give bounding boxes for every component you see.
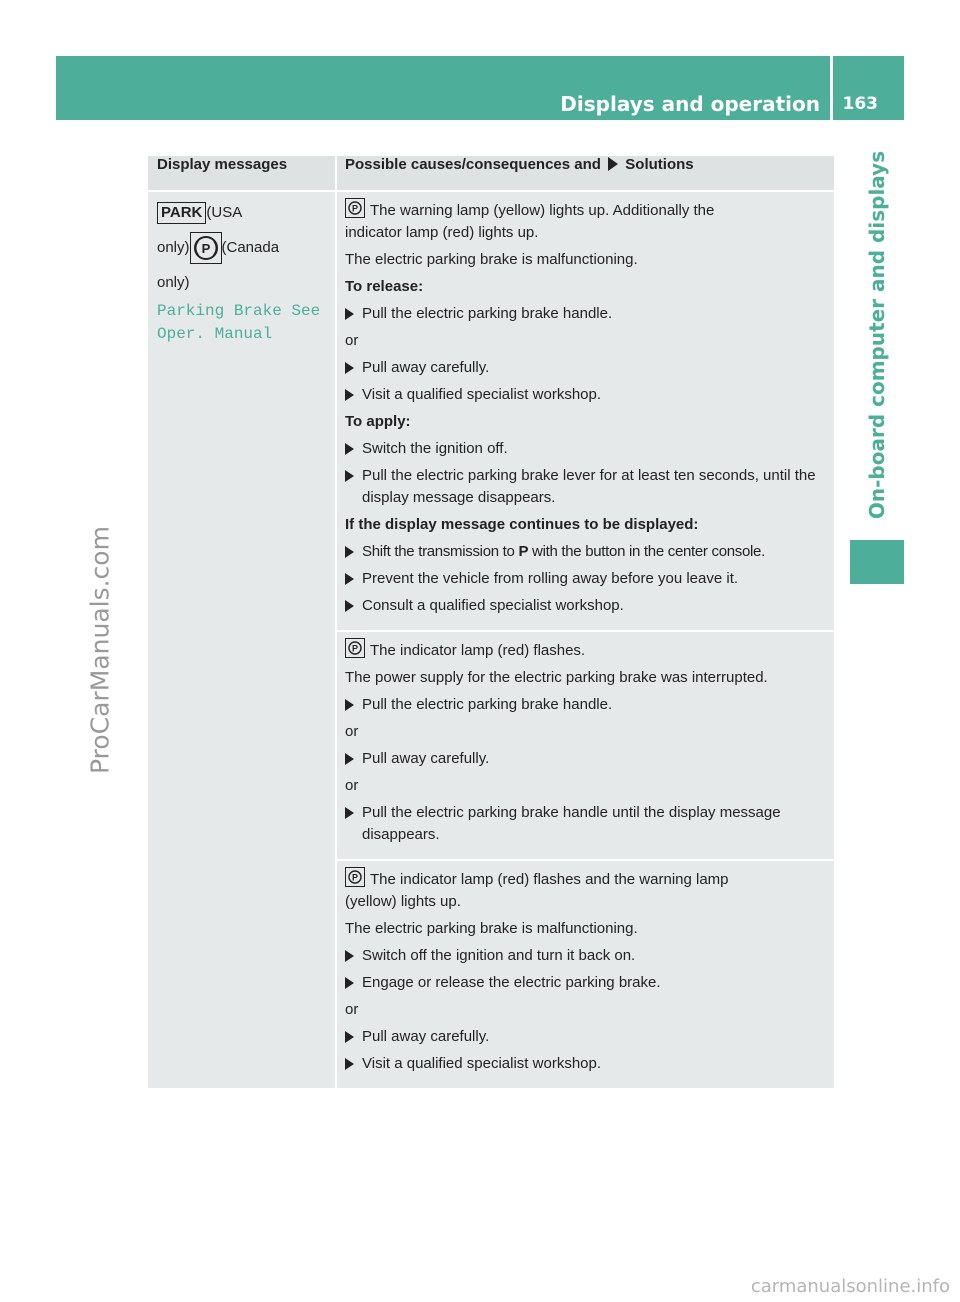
svg-text:P: P [351,643,359,654]
step-arrow-icon [345,699,354,711]
svg-text:P: P [351,872,359,883]
step-text: Pull the electric parking brake lever for at least ten seconds, until the display message disappears. [362,467,816,506]
list-item [345,384,826,406]
step-text: Visit a qualified specialist workshop. [362,386,602,403]
svg-text:P: P [351,203,359,214]
list-item [345,748,826,770]
watermark-side: ProCarManuals.com [85,526,115,774]
only-label: only) [157,238,190,256]
col-solutions-header [336,156,834,191]
list-item [345,303,826,325]
triangle-arrow-icon [608,157,618,171]
step-text: Consult a qualified specialist workshop. [362,597,624,614]
or-text: or [345,332,359,349]
step-arrow-icon [345,600,354,612]
parking-brake-icon [190,232,222,264]
list-item [345,1026,826,1048]
side-tab-marker [850,540,904,584]
header-bar [56,56,904,120]
step-arrow-icon [345,807,354,819]
or-text: or [345,777,359,794]
step-text: Pull the electric parking brake handle until the display message disappears. [362,804,781,843]
list-item [345,945,826,967]
step-text: Pull the electric parking brake handle. [362,696,613,713]
col-solutions-header-text-after: Solutions [625,156,694,173]
parking-brake-icon [345,198,365,218]
usa-label: (USA [206,204,243,221]
step-arrow-icon [345,546,354,558]
parking-brake-icon [345,867,365,887]
step-text: Engage or release the electric parking brake. [362,974,661,991]
list-item [345,1053,826,1075]
block2-intro: The indicator lamp (red) flashes. [370,642,586,659]
step-text: Prevent the vehicle from rolling away before you leave it. [362,570,739,587]
step-text: Pull away carefully. [362,1028,490,1045]
list-item [345,465,826,509]
block3-intro-2: (yellow) lights up. [345,893,461,910]
continue-heading: If the display message continues to be displayed: [345,516,699,533]
svg-text:P: P [201,241,210,256]
step-text: Shift the transmission to [362,543,515,560]
header-separator [830,56,833,120]
canada-label: (Canada [221,238,280,256]
display-message-line-2: Oper. Manual [157,325,273,343]
step-arrow-icon [345,389,354,401]
step-arrow-icon [345,573,354,585]
step-text-bold: P [518,543,529,560]
or-text: or [345,1001,359,1018]
step-arrow-icon [345,753,354,765]
step-text: Pull away carefully. [362,750,490,767]
step-arrow-icon [345,950,354,962]
solutions-cell-3 [336,860,834,1088]
park-icon: PARK [157,202,206,224]
step-text: Pull away carefully. [362,359,490,376]
block1-intro-1: The warning lamp (yellow) lights up. Additionally the [370,202,715,219]
block1-line: The electric parking brake is malfunctioning. [345,251,638,268]
list-item [345,972,826,994]
apply-heading: To apply: [345,413,411,430]
step-arrow-icon [345,362,354,374]
step-arrow-icon [345,1058,354,1070]
col-solutions-header-text: Possible causes/consequences and [345,156,601,173]
block3-line: The electric parking brake is malfunctioning. [345,920,638,937]
list-item [345,357,826,379]
step-arrow-icon [345,977,354,989]
only-label-2: only) [157,274,190,291]
step-text: Visit a qualified specialist workshop. [362,1055,602,1072]
or-text: or [345,723,359,740]
header-title: Displays and operation [560,92,820,116]
display-messages-table [148,156,834,1088]
parking-brake-icon [345,638,365,658]
page-number: 163 [842,94,878,114]
release-heading: To release: [345,278,424,295]
list-item [345,595,826,617]
list-item [345,802,826,846]
list-item [345,541,826,563]
col-display-messages-header: Display messages [148,156,336,191]
step-text: Switch off the ignition and turn it back on. [362,947,636,964]
side-tab-label: On-board computer and displays [865,150,889,520]
display-message-cell [148,191,336,1088]
step-arrow-icon [345,1031,354,1043]
step-arrow-icon [345,308,354,320]
step-arrow-icon [345,443,354,455]
step-text: Pull the electric parking brake handle. [362,305,613,322]
solutions-cell-2 [336,631,834,860]
solutions-cell-1 [336,191,834,631]
step-arrow-icon [345,470,354,482]
table-row [148,191,834,631]
list-item [345,438,826,460]
step-text: Switch the ignition off. [362,440,508,457]
list-item [345,694,826,716]
block1-intro-2: indicator lamp (red) lights up. [345,224,539,241]
display-message-line-1: Parking Brake See [157,302,321,320]
block3-intro-1: The indicator lamp (red) flashes and the warning lamp [370,871,729,888]
watermark-bottom: carmanualsonline.info [750,1276,950,1297]
list-item [345,568,826,590]
block2-line: The power supply for the electric parking brake was interrupted. [345,669,768,686]
table-header-row [148,156,834,191]
step-text: with the button in the center console. [532,543,765,560]
